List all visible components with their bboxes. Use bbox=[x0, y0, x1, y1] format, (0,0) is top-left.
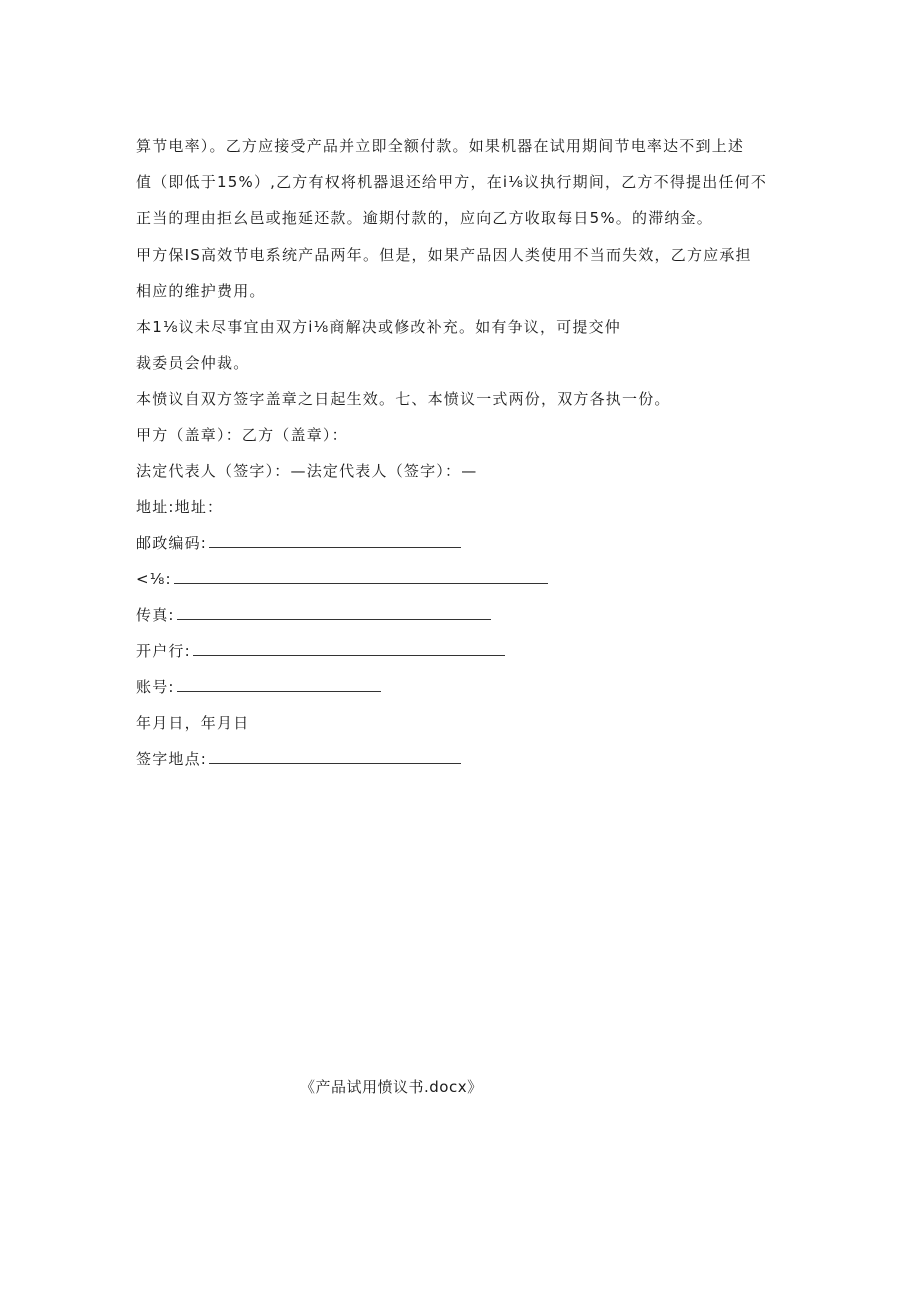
paragraph-line-1: 算节电率）。乙方应接受产品并立即全额付款。如果机器在试用期间节电率达不到上述 bbox=[136, 137, 745, 155]
fax-label: 传真: bbox=[136, 606, 175, 624]
legal-rep-line: 法定代表人（签字）：—法定代表人（签字）：— bbox=[136, 462, 478, 480]
phone-blank bbox=[174, 569, 548, 584]
account-label: 账号: bbox=[136, 678, 175, 696]
account-blank bbox=[177, 677, 381, 692]
phone-label: <⅛: bbox=[136, 570, 172, 588]
postal-code-label: 邮政编码: bbox=[136, 534, 208, 552]
paragraph-line-6: 本1⅛议未尽事宜由双方i⅛商解决或修改补充。如有争议，可提交仲 bbox=[136, 318, 621, 336]
bank-field bbox=[136, 641, 505, 661]
party-seal-line: 甲方（盖章）：乙方（盖章）： bbox=[136, 426, 348, 444]
address-line: 地址:地址： bbox=[136, 498, 224, 516]
date-line: 年月日，年月日 bbox=[136, 714, 250, 732]
postal-code-field bbox=[136, 533, 461, 553]
paragraph-line-7: 裁委员会仲裁。 bbox=[136, 354, 250, 372]
paragraph-line-4: 甲方保IS高效节电系统产品两年。但是，如果产品因人类使用不当而失效，乙方应承担 bbox=[136, 246, 752, 264]
paragraph-line-8: 本愤议自双方签字盖章之日起生效。七、本愤议一式两份，双方各执一份。 bbox=[136, 390, 671, 408]
paragraph-line-2: 值（即低于15%）,乙方有权将机器退还给甲方，在i⅛议执行期间，乙方不得提出任何不 bbox=[136, 173, 768, 191]
bank-label: 开户行: bbox=[136, 642, 191, 660]
fax-blank bbox=[177, 605, 491, 620]
sign-place-blank bbox=[209, 749, 461, 764]
sign-place-label: 签字地点: bbox=[136, 750, 208, 768]
fax-field bbox=[136, 605, 491, 625]
sign-place-field bbox=[136, 749, 461, 769]
document-footer-title: 《产品试用愤议书.docx》 bbox=[300, 1078, 483, 1096]
bank-blank bbox=[193, 641, 505, 656]
account-field bbox=[136, 677, 381, 697]
paragraph-line-3: 正当的理由拒幺邑或拖延还款。逾期付款的，应向乙方收取每日5%。的滞纳金。 bbox=[136, 209, 713, 227]
postal-code-blank bbox=[209, 533, 461, 548]
paragraph-line-5: 相应的维护费用。 bbox=[136, 282, 266, 300]
phone-field bbox=[136, 569, 548, 589]
